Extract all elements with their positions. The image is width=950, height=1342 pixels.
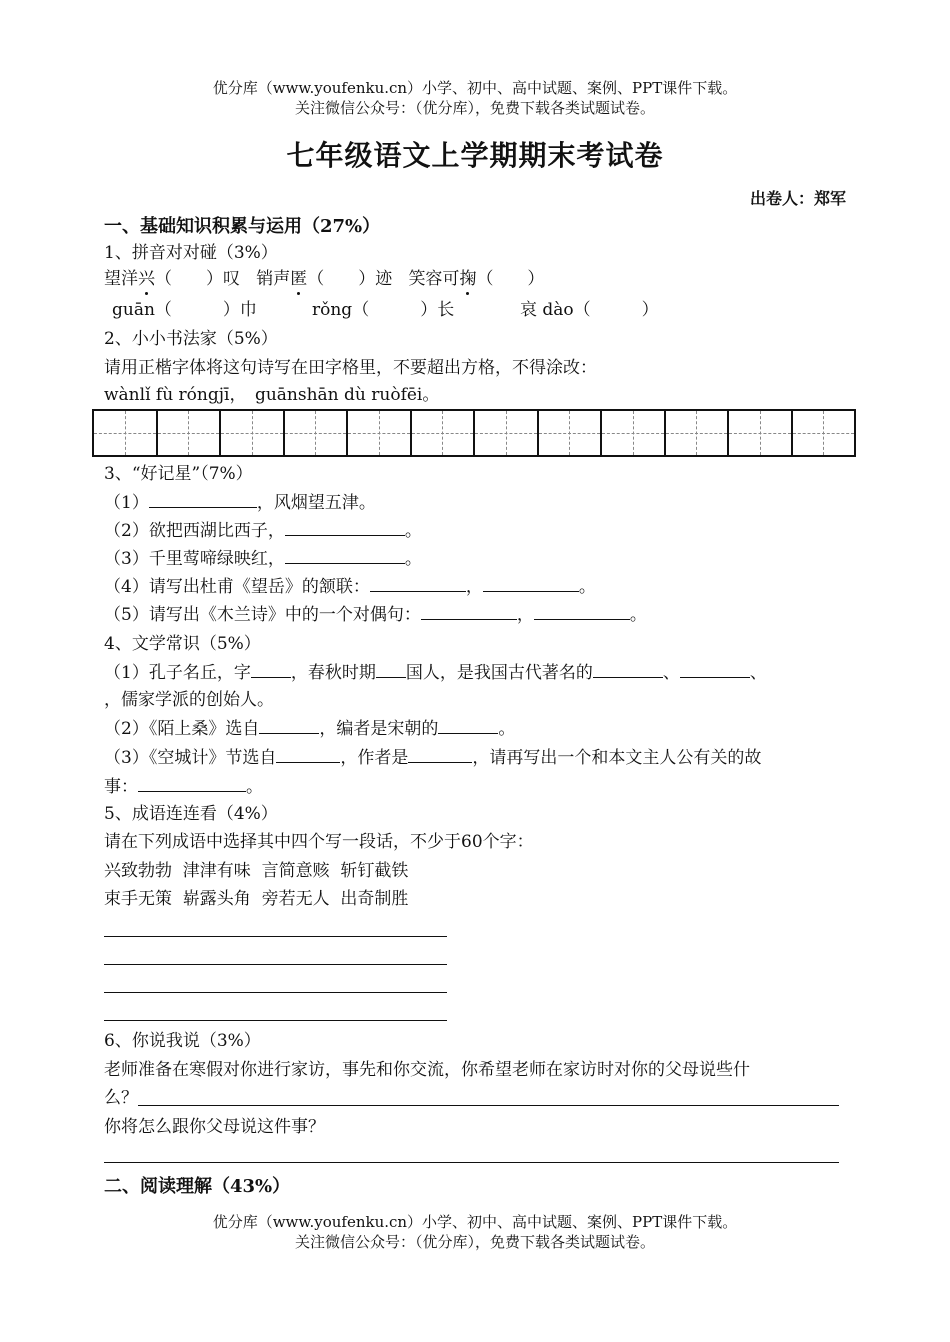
q1-pinyin-3: 哀 dào（ ）	[520, 300, 659, 320]
q1-word2-dotted: 匿	[290, 269, 308, 289]
q2-label: 2、小小书法家（5%）	[104, 329, 278, 349]
section-2-heading: 二、阅读理解（43%）	[104, 1176, 291, 1197]
q6-answer-line-2[interactable]	[104, 1162, 839, 1163]
grid-cell[interactable]	[793, 411, 855, 455]
footer-line-2: 关注微信公众号：（优分库），免费下载各类试题试卷。	[294, 1233, 655, 1251]
q4-item-1-b: ，春秋时期	[290, 663, 376, 683]
footer-line-1: 优分库（www.youfenku.cn）小学、初中、高中试题、案例、PPT课件下载。	[212, 1213, 738, 1231]
q1-word3-a: 笑容可	[408, 269, 460, 289]
q1-word1-c: （ ）叹	[155, 269, 240, 289]
q4-item-3-a: （3）《空城计》节选自	[104, 748, 277, 768]
q4-item-3-c: ，请再写出一个和本文主人公有关的故	[472, 748, 762, 768]
q4-blank-5[interactable]	[259, 717, 319, 734]
q2-instruction: 请用正楷字体将这句诗写在田字格里，不要超出方格，不得涂改：	[104, 358, 597, 378]
grid-cell[interactable]	[602, 411, 666, 455]
q1-pinyin-2: rǒng（ ）长	[312, 300, 455, 320]
grid-cell[interactable]	[539, 411, 603, 455]
header-line-1: 优分库（www.youfenku.cn）小学、初中、高中试题、案例、PPT课件下载。	[212, 79, 738, 97]
q3-item-3	[104, 547, 422, 570]
q5-idioms-row-2: 束手无策 崭露头角 旁若无人 出奇制胜	[104, 889, 409, 909]
q3-blank-2[interactable]	[285, 519, 405, 536]
q3-blank-4a[interactable]	[370, 575, 466, 592]
q3-period: 。	[578, 577, 596, 597]
q4-item-1	[104, 661, 767, 684]
q3-item-4-text: （4）请写出杜甫《望岳》的颔联：	[104, 577, 370, 597]
grid-cell[interactable]	[412, 411, 476, 455]
q4-item-3-b: ，作者是	[340, 748, 409, 768]
author: 出卷人：郑军	[749, 189, 846, 208]
q1-word3-dotted: 掬	[459, 269, 477, 289]
q4-item-1-e: 、	[749, 663, 767, 683]
grid-cell[interactable]	[666, 411, 730, 455]
q3-item-5-text: （5）请写出《木兰诗》中的一个对偶句：	[104, 605, 421, 625]
q4-item-3-cont	[104, 775, 263, 798]
q3-item-2-text: （2）欲把西湖比西子，	[104, 521, 285, 541]
q3-period: 。	[629, 605, 647, 625]
q1-word1-dotted: 兴	[138, 269, 155, 289]
q4-blank-1[interactable]	[251, 661, 291, 678]
q5-answer-line-4[interactable]	[104, 1020, 447, 1021]
q5-label: 5、成语连连看（4%）	[104, 804, 278, 824]
grid-cell[interactable]	[158, 411, 222, 455]
q3-blank-3[interactable]	[285, 547, 405, 564]
q6-question-2: 你将怎么跟你父母说这件事？	[104, 1117, 325, 1137]
q4-item-1-cont: ，儒家学派的创始人。	[104, 690, 274, 710]
q3-item-1-num: （1）	[104, 493, 149, 513]
q4-label: 4、文学常识（5%）	[104, 634, 261, 654]
q3-item-4	[104, 575, 596, 598]
q3-item-2	[104, 519, 422, 542]
q3-label: 3、“好记星”（7%）	[104, 464, 253, 484]
q1-pinyin-row	[112, 299, 659, 321]
tianzige-grid[interactable]	[92, 409, 856, 457]
q3-blank-1[interactable]	[149, 491, 257, 508]
grid-cell[interactable]	[729, 411, 793, 455]
q4-item-2-b: ，编者是宋朝的	[319, 719, 439, 739]
q1-word2-a: 销声	[256, 269, 291, 289]
q3-comma: ，	[465, 577, 483, 597]
q3-blank-5a[interactable]	[421, 603, 517, 620]
q3-item-1	[104, 491, 376, 514]
q1-word1-a: 望洋	[104, 269, 138, 289]
q5-answer-line-3[interactable]	[104, 992, 447, 993]
q3-item-1-text: ，风烟望五津。	[256, 493, 376, 513]
q1-label: 1、拼音对对碰（3%）	[104, 243, 278, 263]
page-title: 七年级语文上学期期末考试卷	[286, 139, 664, 172]
q3-comma: ，	[516, 605, 534, 625]
section-1-heading: 一、基础知识积累与运用（27%）	[104, 216, 381, 237]
q4-item-3	[104, 746, 761, 769]
q4-blank-7[interactable]	[276, 746, 340, 763]
q5-answer-line-2[interactable]	[104, 964, 447, 965]
q3-item-3-text: （3）千里莺啼绿映红，	[104, 549, 285, 569]
q1-pinyin-1: guān（ ）巾	[112, 300, 257, 320]
q4-blank-4[interactable]	[680, 661, 750, 678]
q6-answer-line-1[interactable]	[138, 1105, 839, 1106]
q1-word2-c: （ ）迹	[307, 269, 393, 289]
q5-instruction: 请在下列成语中选择其中四个写一段话，不少于60个字：	[104, 832, 534, 852]
q3-item-5	[104, 603, 647, 626]
grid-cell[interactable]	[475, 411, 539, 455]
q4-blank-3[interactable]	[593, 661, 663, 678]
q1-words-row	[104, 268, 544, 290]
q6-question-1: 老师准备在寒假对你进行家访，事先和你交流，你希望老师在家访时对你的父母说些什	[104, 1060, 750, 1080]
header-line-2: 关注微信公众号：（优分库），免费下载各类试题试卷。	[294, 99, 655, 117]
q5-answer-line-1[interactable]	[104, 936, 447, 937]
q3-period: 。	[404, 521, 422, 541]
q6-label: 6、你说我说（3%）	[104, 1031, 261, 1051]
q4-item-2-c: 。	[498, 719, 516, 739]
q4-blank-2[interactable]	[376, 661, 406, 678]
q4-item-2-a: （2）《陌上桑》选自	[104, 719, 260, 739]
q1-word3-c: （ ）	[476, 269, 545, 289]
q3-blank-4b[interactable]	[483, 575, 579, 592]
q4-item-3-d: 事：	[104, 777, 138, 797]
grid-cell[interactable]	[285, 411, 349, 455]
q3-blank-5b[interactable]	[534, 603, 630, 620]
grid-cell[interactable]	[94, 411, 158, 455]
q4-item-1-a: （1）孔子名丘，字	[104, 663, 251, 683]
q2-pinyin: wànlǐ fù róngjī， guānshān dù ruòfēi。	[104, 385, 440, 405]
q4-item-3-e: 。	[246, 777, 263, 797]
q3-period: 。	[404, 549, 422, 569]
q4-item-1-c: 国人，是我国古代著名的	[405, 663, 593, 683]
q4-blank-6[interactable]	[438, 717, 498, 734]
q4-item-2	[104, 717, 515, 740]
q4-blank-8[interactable]	[408, 746, 472, 763]
q4-item-1-d: 、	[662, 663, 680, 683]
q4-blank-9[interactable]	[138, 775, 246, 792]
q6-question-1-cont: 么？	[104, 1088, 138, 1108]
grid-cell[interactable]	[348, 411, 412, 455]
grid-cell[interactable]	[221, 411, 285, 455]
q5-idioms-row-1: 兴致勃勃 津津有味 言简意赅 斩钉截铁	[104, 861, 409, 881]
